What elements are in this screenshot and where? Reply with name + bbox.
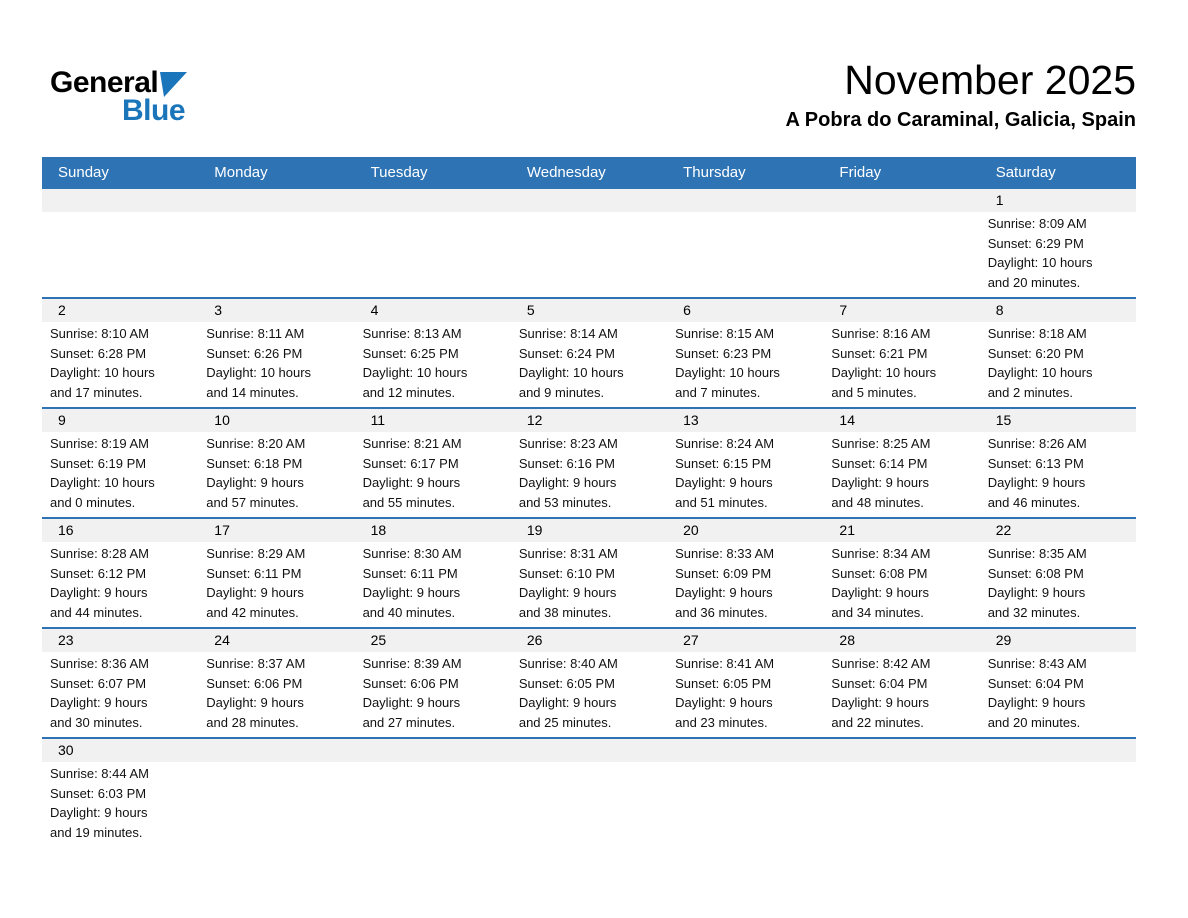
detail-line: Daylight: 10 hours <box>831 365 937 380</box>
day-number-11: 11 <box>370 412 386 428</box>
day-number-21: 21 <box>839 522 855 538</box>
detail-line: Daylight: 9 hours <box>987 695 1086 710</box>
detail-line: Sunrise: 8:43 AM <box>987 656 1087 671</box>
general-blue-logo <box>50 56 187 127</box>
day-number-empty <box>511 189 667 212</box>
day-details-row <box>42 652 1136 737</box>
detail-line: Sunrise: 8:44 AM <box>50 766 149 781</box>
day-number-empty <box>823 189 979 212</box>
detail-line: Sunset: 6:12 PM <box>50 565 147 581</box>
detail-line: Sunrise: 8:16 AM <box>831 326 931 341</box>
day-cell-20 <box>667 542 823 627</box>
day-cell-empty <box>355 762 511 847</box>
detail-line: and 44 minutes. <box>50 604 143 620</box>
day-cell-3 <box>198 322 354 407</box>
day-cell-9 <box>42 432 198 517</box>
detail-line: Daylight: 9 hours <box>675 475 773 490</box>
day-number-empty <box>511 739 667 762</box>
day-cell-8 <box>980 322 1136 407</box>
day-number-7: 7 <box>839 302 848 318</box>
detail-line: Daylight: 10 hours <box>50 365 155 380</box>
detail-line: and 23 minutes. <box>675 714 768 730</box>
day-number-29: 29 <box>995 632 1012 648</box>
day-cell-5 <box>511 322 667 407</box>
day-cell-10 <box>198 432 354 517</box>
detail-line: Sunset: 6:11 PM <box>362 565 458 581</box>
detail-line: Sunrise: 8:20 AM <box>206 436 306 451</box>
day-cell-13 <box>667 432 823 517</box>
detail-line: and 0 minutes. <box>50 494 136 510</box>
day-cell-16 <box>42 542 198 627</box>
day-number-12: 12 <box>526 412 543 428</box>
detail-line: and 7 minutes. <box>675 384 761 400</box>
day-number-6: 6 <box>683 302 691 318</box>
detail-line: and 20 minutes. <box>987 714 1081 730</box>
detail-line: and 36 minutes. <box>675 604 768 620</box>
detail-line: Sunset: 6:11 PM <box>206 565 302 581</box>
day-details-row <box>42 542 1136 627</box>
detail-line: Sunset: 6:20 PM <box>987 345 1084 361</box>
day-number-empty <box>823 739 979 762</box>
detail-line: Daylight: 10 hours <box>987 255 1093 270</box>
detail-line: Sunset: 6:15 PM <box>675 455 772 471</box>
day-cell-14 <box>823 432 979 517</box>
detail-line: Daylight: 9 hours <box>675 695 773 710</box>
day-number-empty <box>667 739 823 762</box>
detail-line: Sunrise: 8:30 AM <box>362 546 462 561</box>
day-cell-27 <box>667 652 823 737</box>
week-row-5 <box>42 627 1136 737</box>
detail-line: Daylight: 9 hours <box>362 695 461 710</box>
location-subtitle: A Pobra do Caraminal, Galicia, Spain <box>785 109 1136 131</box>
detail-line: Sunset: 6:10 PM <box>518 565 615 581</box>
day-number-band <box>42 189 1136 212</box>
week-row-4 <box>42 517 1136 627</box>
day-number-empty <box>198 189 354 212</box>
detail-line: Daylight: 9 hours <box>518 695 617 710</box>
detail-line: Daylight: 9 hours <box>50 805 148 820</box>
detail-line: and 22 minutes. <box>831 714 924 730</box>
detail-line: Daylight: 10 hours <box>206 365 312 380</box>
day-number-1: 1 <box>995 192 1004 208</box>
weekday-header-thursday: Thursday <box>683 164 746 181</box>
detail-line: Sunrise: 8:40 AM <box>518 656 618 671</box>
detail-line: Daylight: 9 hours <box>675 585 773 600</box>
day-number-25: 25 <box>370 632 387 648</box>
day-number-13: 13 <box>683 412 699 428</box>
day-number-16: 16 <box>58 522 74 538</box>
detail-line: Sunrise: 8:18 AM <box>987 326 1087 341</box>
detail-line: Sunset: 6:21 PM <box>831 345 928 361</box>
detail-line: Sunrise: 8:25 AM <box>831 436 931 451</box>
day-cell-28 <box>823 652 979 737</box>
detail-line: Daylight: 10 hours <box>362 365 468 380</box>
day-cell-18 <box>355 542 511 627</box>
detail-line: Sunset: 6:18 PM <box>206 455 303 471</box>
detail-line: and 57 minutes. <box>206 494 299 510</box>
detail-line: and 19 minutes. <box>50 824 143 840</box>
detail-line: Sunset: 6:24 PM <box>518 345 615 361</box>
day-cell-empty <box>511 762 667 847</box>
day-cell-19 <box>511 542 667 627</box>
day-number-8: 8 <box>995 302 1004 318</box>
day-cell-29 <box>980 652 1136 737</box>
detail-line: Sunset: 6:26 PM <box>206 345 303 361</box>
detail-line: Daylight: 9 hours <box>50 585 148 600</box>
detail-line: and 12 minutes. <box>362 384 456 400</box>
day-cell-empty <box>667 212 823 297</box>
detail-line: Sunset: 6:17 PM <box>362 455 459 471</box>
detail-line: Sunset: 6:06 PM <box>362 675 459 691</box>
day-cell-17 <box>198 542 354 627</box>
logo-line-1 <box>50 66 187 99</box>
detail-line: and 2 minutes. <box>987 384 1073 400</box>
detail-line: and 27 minutes. <box>362 714 456 730</box>
weekday-header-tuesday: Tuesday <box>370 164 428 181</box>
detail-line: Daylight: 9 hours <box>206 475 304 490</box>
weekday-header-row <box>42 157 1136 189</box>
day-cell-30 <box>42 762 198 847</box>
day-cell-12 <box>511 432 667 517</box>
detail-line: Daylight: 9 hours <box>50 695 148 710</box>
day-number-2: 2 <box>58 302 66 318</box>
weekday-header-friday: Friday <box>839 164 882 181</box>
detail-line: Daylight: 9 hours <box>831 695 929 710</box>
day-number-26: 26 <box>526 632 543 648</box>
day-number-17: 17 <box>214 522 230 538</box>
weekday-header-wednesday: Wednesday <box>526 164 606 181</box>
day-details-row <box>42 322 1136 407</box>
day-cell-empty <box>511 212 667 297</box>
day-cell-22 <box>980 542 1136 627</box>
day-number-27: 27 <box>683 632 699 648</box>
detail-line: Daylight: 9 hours <box>831 585 929 600</box>
detail-line: and 51 minutes. <box>675 494 768 510</box>
day-number-4: 4 <box>370 302 379 318</box>
day-number-empty <box>355 189 511 212</box>
detail-line: Sunrise: 8:35 AM <box>987 546 1087 561</box>
week-row-1 <box>42 189 1136 297</box>
day-cell-empty <box>823 762 979 847</box>
detail-line: and 25 minutes. <box>518 714 612 730</box>
detail-line: Sunrise: 8:37 AM <box>206 656 306 671</box>
detail-line: Sunrise: 8:36 AM <box>50 656 149 671</box>
day-number-28: 28 <box>839 632 855 648</box>
detail-line: Sunrise: 8:34 AM <box>831 546 931 561</box>
detail-line: Daylight: 10 hours <box>50 475 155 490</box>
day-cell-empty <box>355 212 511 297</box>
day-number-5: 5 <box>526 302 535 318</box>
detail-line: Daylight: 9 hours <box>831 475 929 490</box>
day-number-15: 15 <box>995 412 1012 428</box>
detail-line: Sunrise: 8:19 AM <box>50 436 149 451</box>
day-details-row <box>42 762 1136 847</box>
day-number-empty <box>42 189 198 212</box>
detail-line: Daylight: 9 hours <box>362 585 461 600</box>
day-cell-6 <box>667 322 823 407</box>
day-number-30: 30 <box>58 742 74 758</box>
detail-line: Sunrise: 8:14 AM <box>518 326 618 341</box>
day-cell-24 <box>198 652 354 737</box>
detail-line: Sunset: 6:29 PM <box>987 235 1084 251</box>
detail-line: Sunset: 6:23 PM <box>675 345 772 361</box>
detail-line: Sunset: 6:08 PM <box>987 565 1084 581</box>
weekday-header-sunday: Sunday <box>58 164 109 181</box>
day-number-23: 23 <box>58 632 74 648</box>
detail-line: Daylight: 10 hours <box>518 365 624 380</box>
day-cell-11 <box>355 432 511 517</box>
title-block <box>786 56 1136 136</box>
day-number-band <box>42 629 1136 652</box>
detail-line: and 20 minutes. <box>987 274 1081 290</box>
detail-line: and 14 minutes. <box>206 384 299 400</box>
detail-line: Sunrise: 8:39 AM <box>362 656 462 671</box>
detail-line: and 38 minutes. <box>518 604 612 620</box>
detail-line: and 46 minutes. <box>987 494 1081 510</box>
detail-line: Sunrise: 8:13 AM <box>362 326 462 341</box>
day-number-empty <box>198 739 354 762</box>
day-number-20: 20 <box>683 522 699 538</box>
detail-line: Daylight: 9 hours <box>518 585 617 600</box>
detail-line: Sunset: 6:28 PM <box>50 345 147 361</box>
calendar-weeks <box>42 189 1136 847</box>
day-number-band <box>42 299 1136 322</box>
day-cell-2 <box>42 322 198 407</box>
day-cell-4 <box>355 322 511 407</box>
day-number-band <box>42 739 1136 762</box>
day-number-24: 24 <box>214 632 230 648</box>
day-number-18: 18 <box>370 522 387 538</box>
detail-line: Sunrise: 8:11 AM <box>206 326 305 341</box>
detail-line: and 42 minutes. <box>206 604 299 620</box>
detail-line: Sunrise: 8:28 AM <box>50 546 149 561</box>
detail-line: Sunrise: 8:33 AM <box>675 546 775 561</box>
day-number-empty <box>355 739 511 762</box>
detail-line: Sunset: 6:04 PM <box>831 675 928 691</box>
detail-line: and 34 minutes. <box>831 604 924 620</box>
day-number-band <box>42 409 1136 432</box>
detail-line: Daylight: 9 hours <box>987 585 1086 600</box>
detail-line: Sunrise: 8:42 AM <box>831 656 931 671</box>
day-number-empty <box>667 189 823 212</box>
detail-line: and 17 minutes. <box>50 384 143 400</box>
detail-line: and 53 minutes. <box>518 494 612 510</box>
detail-line: Daylight: 10 hours <box>987 365 1093 380</box>
detail-line: and 5 minutes. <box>831 384 917 400</box>
day-number-14: 14 <box>839 412 855 428</box>
month-title: November 2025 <box>844 57 1136 103</box>
day-cell-25 <box>355 652 511 737</box>
detail-line: Sunrise: 8:23 AM <box>518 436 618 451</box>
calendar <box>42 157 1136 847</box>
day-cell-empty <box>667 762 823 847</box>
detail-line: Sunset: 6:05 PM <box>518 675 615 691</box>
day-details-row <box>42 212 1136 297</box>
detail-line: Sunrise: 8:09 AM <box>987 216 1087 231</box>
day-cell-empty <box>42 212 198 297</box>
detail-line: Sunrise: 8:10 AM <box>50 326 149 341</box>
detail-line: Daylight: 9 hours <box>518 475 617 490</box>
day-details-row <box>42 432 1136 517</box>
day-number-band <box>42 519 1136 542</box>
day-number-3: 3 <box>214 302 223 318</box>
detail-line: Sunset: 6:16 PM <box>518 455 615 471</box>
detail-line: Sunset: 6:04 PM <box>987 675 1084 691</box>
logo-text-general: General <box>50 66 159 99</box>
day-number-19: 19 <box>526 522 543 538</box>
detail-line: Sunrise: 8:24 AM <box>675 436 775 451</box>
day-cell-empty <box>198 212 354 297</box>
weekday-header-monday: Monday <box>214 164 268 181</box>
day-cell-empty <box>980 762 1136 847</box>
detail-line: and 30 minutes. <box>50 714 143 730</box>
detail-line: Daylight: 10 hours <box>675 365 780 380</box>
detail-line: Sunset: 6:08 PM <box>831 565 928 581</box>
day-cell-26 <box>511 652 667 737</box>
detail-line: Sunset: 6:13 PM <box>987 455 1084 471</box>
detail-line: and 48 minutes. <box>831 494 924 510</box>
detail-line: Daylight: 9 hours <box>362 475 461 490</box>
day-cell-23 <box>42 652 198 737</box>
day-cell-1 <box>980 212 1136 297</box>
week-row-6 <box>42 737 1136 847</box>
detail-line: Sunset: 6:25 PM <box>362 345 459 361</box>
detail-line: Sunrise: 8:26 AM <box>987 436 1087 451</box>
detail-line: and 9 minutes. <box>518 384 605 400</box>
detail-line: Sunset: 6:09 PM <box>675 565 772 581</box>
detail-line: Sunset: 6:03 PM <box>50 785 147 801</box>
day-number-empty <box>980 739 1136 762</box>
day-number-22: 22 <box>995 522 1012 538</box>
detail-line: Sunset: 6:19 PM <box>50 455 147 471</box>
day-cell-empty <box>823 212 979 297</box>
detail-line: Sunset: 6:06 PM <box>206 675 303 691</box>
detail-line: Sunset: 6:05 PM <box>675 675 772 691</box>
week-row-2 <box>42 297 1136 407</box>
detail-line: Daylight: 9 hours <box>206 695 304 710</box>
day-cell-21 <box>823 542 979 627</box>
detail-line: Daylight: 9 hours <box>987 475 1086 490</box>
logo-text-blue: Blue <box>122 94 186 127</box>
weekday-header-saturday: Saturday <box>995 164 1056 181</box>
detail-line: Sunset: 6:14 PM <box>831 455 928 471</box>
day-cell-7 <box>823 322 979 407</box>
detail-line: and 28 minutes. <box>206 714 299 730</box>
day-number-9: 9 <box>58 412 66 428</box>
detail-line: and 55 minutes. <box>362 494 456 510</box>
detail-line: Sunrise: 8:21 AM <box>362 436 462 451</box>
detail-line: and 32 minutes. <box>987 604 1081 620</box>
detail-line: Sunrise: 8:31 AM <box>518 546 618 561</box>
page-header <box>0 0 1188 136</box>
day-cell-15 <box>980 432 1136 517</box>
detail-line: Sunrise: 8:41 AM <box>675 656 775 671</box>
day-number-10: 10 <box>214 412 230 428</box>
week-row-3 <box>42 407 1136 517</box>
detail-line: and 40 minutes. <box>362 604 456 620</box>
detail-line: Daylight: 9 hours <box>206 585 304 600</box>
day-cell-empty <box>198 762 354 847</box>
detail-line: Sunset: 6:07 PM <box>50 675 147 691</box>
detail-line: Sunrise: 8:15 AM <box>675 326 775 341</box>
detail-line: Sunrise: 8:29 AM <box>206 546 306 561</box>
